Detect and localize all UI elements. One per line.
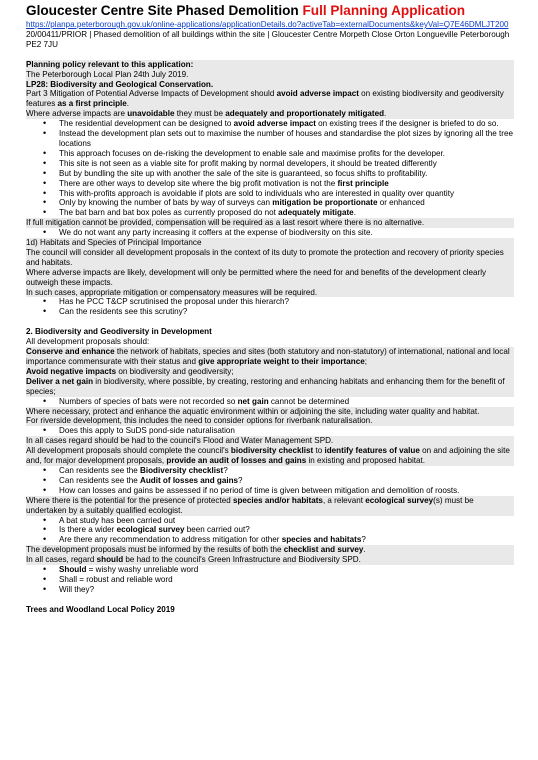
list-item: • Instead the development plan sets out to maximise the number of houses and standardise the plot sizes by ignoring all the tree locations (26, 129, 514, 149)
text-run: provide an audit of losses and gains (166, 456, 307, 466)
text-run: ecological survey (365, 495, 434, 505)
policy-text: Where necessary, protect and enhance the aquatic environment within or adjoining the site, including water quality and habitat. (26, 407, 514, 417)
policy-text (26, 367, 514, 377)
text-run: should (96, 555, 124, 565)
text-run: The residential development can be designed to (59, 119, 234, 129)
policy-text (26, 377, 514, 397)
list-item (26, 466, 514, 476)
text-run: Where there is the potential for the presence of protected (26, 495, 233, 505)
text-run: The development proposals must be informed by the results of both the (26, 545, 284, 555)
application-reference: 20/00411/PRIOR | Phased demolition of all buildings within the site | Gloucester Centre Morpeth Close Orton Longueville Peterborough PE2 7JU (26, 29, 510, 49)
text-run: species and habitats (281, 535, 362, 545)
comment-list (26, 397, 514, 407)
list-item: • This with-profits approach is avoidable if plots are sold to individuals who are interested in quality over quantity (26, 189, 514, 199)
text-run: they must be (174, 109, 226, 119)
list-item (26, 179, 514, 189)
policy-text (26, 347, 514, 367)
text-run: In all cases, regard (26, 555, 97, 565)
text-run: ? (361, 535, 366, 545)
text-run: Should (59, 565, 87, 575)
text-run: checklist and survey (283, 545, 364, 555)
title-text: Gloucester Centre Site Phased Demolition (26, 3, 303, 18)
list-item (26, 476, 514, 486)
text-run: cannot be determined (268, 396, 350, 406)
text-run: or enhanced (377, 198, 425, 208)
text-run: net gain (237, 396, 269, 406)
application-link[interactable]: https://planpa.peterborough.gov.uk/online-applications/applicationDetails.do?activeTab=externalDocuments&keyVal=Q7E46DMLJT200 (26, 20, 509, 29)
policy-text: The council will consider all development proposals in the context of its duty to promote the protection and recovery of priority species and habitats. (26, 248, 514, 268)
list-item (26, 119, 514, 129)
text-run: Part 3 Mitigation of Potential Adverse Impacts of Development should (26, 89, 277, 99)
text-run: . (353, 208, 356, 218)
text-run: in biodiversity, where possible, by creating, restoring and enhancing habitats and enhancing them for the benefit of species; (26, 376, 505, 396)
list-item: • Does this apply to SuDS pond-side naturalisation (26, 426, 514, 436)
text-run: ? (238, 475, 243, 485)
text-run: = wishy washy unreliable word (86, 565, 199, 575)
text-run: be had to the council's Green Infrastructure and Biodiversity SPD. (123, 555, 361, 565)
policy-text (26, 109, 514, 119)
text-run: give appropriate weight to their importance (198, 357, 365, 366)
text-run: (s) must be undertaken by a suitably qualified ecologist. (26, 495, 474, 515)
text-run: on existing trees if the designer is briefed to do so. (315, 119, 499, 129)
section-heading: Trees and Woodland Local Policy 2019 (26, 604, 175, 614)
text-run: Can residents see the (59, 475, 140, 485)
list-item: • This approach focuses on de-risking the development to enable sale and maximise profits for the developer. (26, 149, 514, 159)
list-item (26, 535, 514, 545)
list-item (26, 525, 514, 535)
text-run: Only by knowing the number of bats by way of surveys can (59, 198, 273, 208)
text-run: the network of habitats, species and sites (both statutory and non-statutory) of international, national and local importance commensurate with their status and (26, 347, 510, 366)
text-run: ? (223, 465, 228, 475)
policy-text: For riverside development, this includes the need to consider options for riverbank naturalisation. (26, 416, 514, 426)
policy-heading: LP28: Biodiversity and Geological Conservation. (26, 80, 514, 90)
text-run: There are other ways to develop site where the big profit motivation is not the (59, 178, 338, 188)
subsection-heading: 1d) Habitats and Species of Principal Importance (26, 238, 514, 248)
text-run: on and adjoining the site and, for major development proposals, (26, 446, 510, 466)
text-run: mitigation be proportionate (272, 198, 378, 208)
policy-text: In such cases, appropriate mitigation or compensatory measures will be required. (26, 288, 514, 298)
comment-list (26, 119, 514, 218)
list-item: • We do not want any party increasing it coffers at the expense of biodiversity on this site. (26, 228, 514, 238)
text-run: in existing and proposed habitat. (306, 456, 426, 466)
text-run: . (384, 109, 387, 119)
policy-text: In all cases regard should be had to the council's Flood and Water Management SPD. (26, 436, 514, 446)
list-item: • Shall = robust and reliable word (26, 575, 514, 585)
list-item (26, 565, 514, 575)
comment-list (26, 565, 514, 595)
policy-text: If full mitigation cannot be provided, compensation will be required as a last resort where there is no alternative. (26, 218, 514, 228)
text-run: Are there any recommendation to address mitigation for other (59, 535, 282, 545)
text-run: Conserve and enhance (26, 347, 115, 357)
comment-list (26, 297, 514, 317)
text-run: ecological survey (116, 525, 185, 535)
comment-list (26, 426, 514, 436)
text-run: adequately and proportionately mitigated (225, 109, 385, 119)
text-run: Biodiversity checklist (140, 465, 224, 475)
text-run: Where adverse impacts are (26, 109, 128, 119)
text-run: . (363, 545, 366, 555)
page-title (26, 3, 514, 19)
policy-text (26, 555, 514, 565)
text-run: Deliver a net gain (26, 376, 94, 386)
text-run: . (126, 99, 130, 109)
policy-text (26, 89, 514, 109)
text-run: biodiversity checklist (230, 446, 314, 456)
comment-list (26, 516, 514, 546)
plan-name: The Peterborough Local Plan 24th July 2019. (26, 70, 514, 80)
text-run: Avoid negative impacts (26, 366, 117, 376)
text-run: as a first principle (57, 99, 127, 109)
section-heading: Planning policy relevant to this application: (26, 60, 514, 70)
list-item (26, 208, 514, 218)
title-status: Full Planning Application (302, 3, 466, 18)
text-run: adequately mitigate (278, 208, 354, 218)
policy-text: Where adverse impacts are likely, development will only be permitted where the need for and benefits of the development clearly outweigh these impacts. (26, 268, 514, 288)
policy-text (26, 446, 514, 466)
text-run: on biodiversity and geodiversity; (116, 366, 234, 376)
text-run: avoid adverse impact (276, 89, 359, 99)
list-item: • Has he PCC T&CP scrutinised the proposal under this hierarch? (26, 297, 514, 307)
text-run: unavoidable (127, 109, 175, 119)
list-item: • A bat study has been carried out (26, 516, 514, 526)
text-run: been carried out? (184, 525, 250, 535)
list-item (26, 397, 514, 407)
policy-text: All development proposals should: (26, 337, 150, 347)
text-run: to (313, 446, 325, 456)
text-run: on existing biodiversity and geodiversity features (26, 89, 504, 109)
text-run: , a relevant (322, 495, 366, 505)
text-run: The bat barn and bat box poles as currently proposed do not (59, 208, 279, 218)
text-run: Is there a wider (59, 525, 117, 535)
list-item: • Will they? (26, 585, 514, 595)
list-item (26, 198, 514, 208)
list-item: • This site is not seen as a viable site for profit making by normal developers, it should be treated differently (26, 159, 514, 169)
text-run: first principle (337, 178, 389, 188)
text-run: Can residents see the (59, 465, 140, 475)
list-item: • How can losses and gains be assessed if no period of time is given between mitigation and demolition of roosts. (26, 486, 514, 496)
text-run: Audit of losses and gains (140, 475, 239, 485)
comment-list (26, 228, 514, 238)
text-run: All development proposals should complete the council's (26, 446, 231, 456)
text-run: ; (364, 357, 367, 366)
policy-text (26, 545, 514, 555)
policy-text (26, 496, 514, 516)
list-item: • Can the residents see this scrutiny? (26, 307, 514, 317)
text-run: Numbers of species of bats were not recorded so (59, 396, 238, 406)
list-item: • But by bundling the site up with another the sale of the site is guaranteed, so focus shifts to profitability. (26, 169, 514, 179)
text-run: species and/or habitats (232, 495, 323, 505)
section-heading: 2. Biodiversity and Geodiversity in Development (26, 327, 212, 337)
text-run: identify features of value (324, 446, 420, 456)
text-run: avoid adverse impact (233, 119, 316, 129)
comment-list (26, 466, 514, 496)
